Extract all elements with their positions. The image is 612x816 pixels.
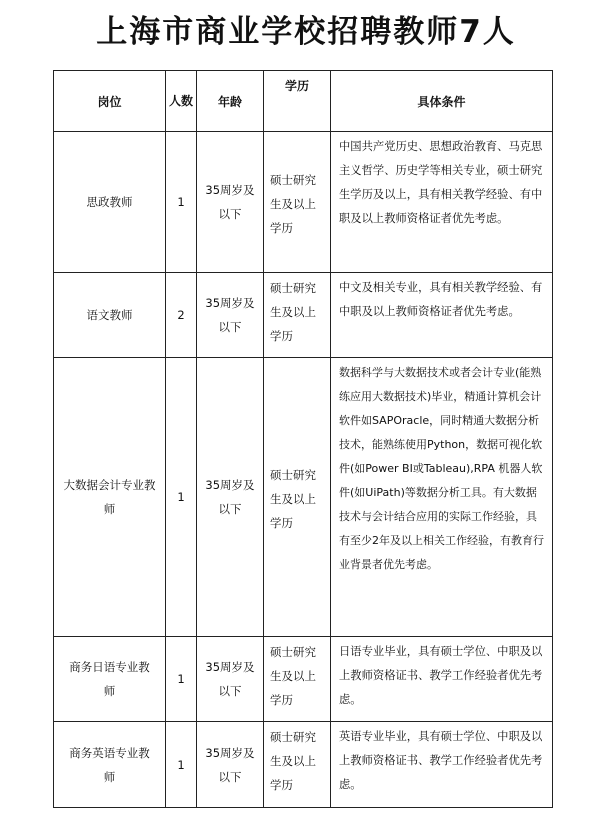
cell-age: 35周岁及以下	[197, 722, 264, 808]
table-row	[54, 132, 553, 273]
cell-age: 35周岁及以下	[197, 358, 264, 637]
cell-requirements: 中国共产党历史、思想政治教育、马克思主义哲学、历史学等相关专业，硕士研究生学历及以上，具有相关教学经验、有中职及以上教师资格证者优先考虑。	[331, 132, 553, 273]
cell-count: 1	[166, 132, 197, 273]
cell-position: 大数据会计专业教师	[54, 358, 166, 637]
header-requirements: 具体条件	[331, 71, 553, 132]
cell-requirements: 数据科学与大数据技术或者会计专业(能熟练应用大数据技术)毕业，精通计算机会计软件如SAPOracle，同时精通大数据分析技术，能熟练使用Python，数据可视化软件(如Power BI或Tableau),RPA 机器人软件(如UiPath)等数据分析工具。有大数据技术与会计结合应用的实际工作经验，具有至少2年及以上相关工作经验，有教育行业背景者优先考虑。	[331, 358, 553, 637]
cell-age: 35周岁及以下	[197, 637, 264, 722]
cell-requirements: 中文及相关专业，具有相关教学经验、有中职及以上教师资格证者优先考虑。	[331, 273, 553, 358]
header-education: 学历	[264, 71, 331, 132]
cell-count: 1	[166, 722, 197, 808]
cell-position: 商务英语专业教师	[54, 722, 166, 808]
cell-education: 硕士研究生及以上学历	[264, 637, 331, 722]
header-count: 人数	[166, 71, 197, 132]
cell-education: 硕士研究生及以上学历	[264, 358, 331, 637]
table-row	[54, 722, 553, 808]
cell-count: 2	[166, 273, 197, 358]
cell-count: 1	[166, 637, 197, 722]
cell-education: 硕士研究生及以上学历	[264, 722, 331, 808]
cell-age: 35周岁及以下	[197, 132, 264, 273]
cell-position: 商务日语专业教师	[54, 637, 166, 722]
page-title: 上海市商业学校招聘教师7人	[96, 14, 516, 50]
cell-count: 1	[166, 358, 197, 637]
cell-position: 语文教师	[54, 273, 166, 358]
cell-education: 硕士研究生及以上学历	[264, 132, 331, 273]
table-row	[54, 273, 553, 358]
cell-education: 硕士研究生及以上学历	[264, 273, 331, 358]
header-age: 年龄	[197, 71, 264, 132]
header-position: 岗位	[54, 71, 166, 132]
table-row	[54, 637, 553, 722]
table-row	[54, 358, 553, 637]
cell-age: 35周岁及以下	[197, 273, 264, 358]
cell-position: 思政教师	[54, 132, 166, 273]
cell-requirements: 英语专业毕业，具有硕士学位、中职及以上教师资格证书、教学工作经验者优先考虑。	[331, 722, 553, 808]
cell-requirements: 日语专业毕业，具有硕士学位、中职及以上教师资格证书、教学工作经验者优先考虑。	[331, 637, 553, 722]
recruitment-table	[53, 70, 553, 808]
table-header-row	[54, 71, 553, 132]
